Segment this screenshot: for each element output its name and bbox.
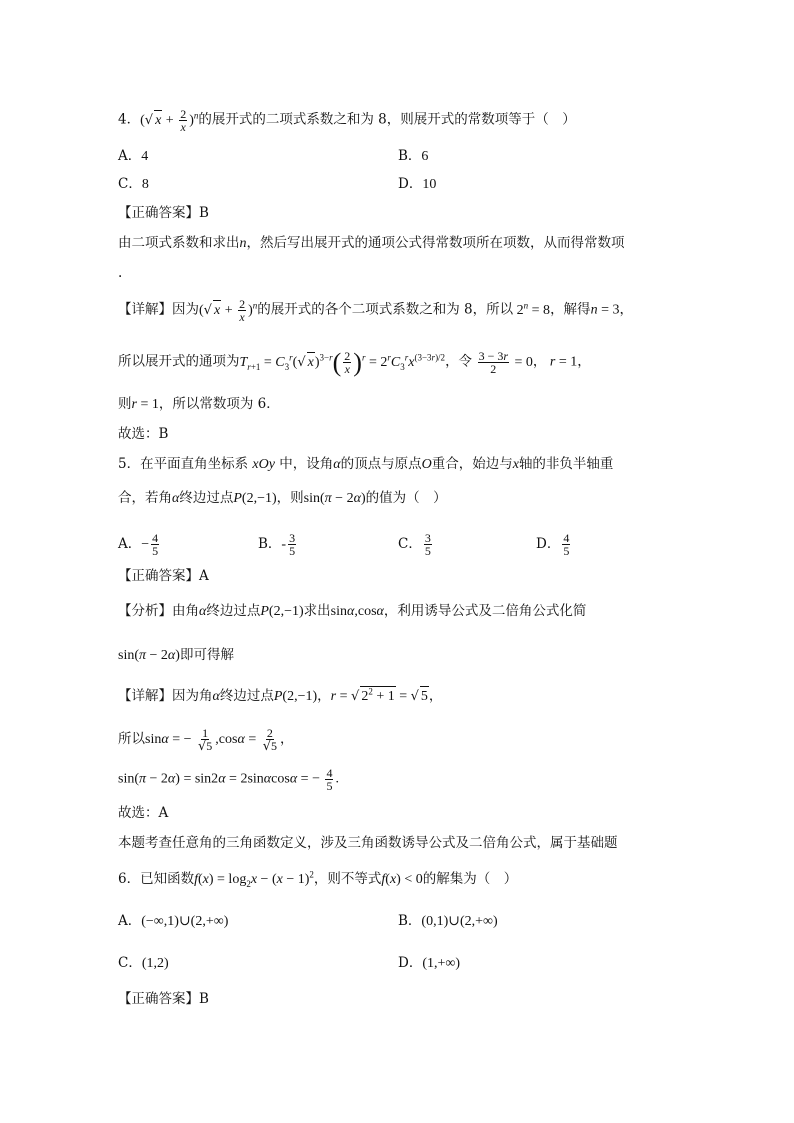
q5-stem-line1: 5．在平面直角坐标系 xOy 中，设角α的顶点与原点O重合，始边与x轴的非负半轴重 <box>118 456 614 472</box>
q6-answer: 【正确答案】B <box>118 991 209 1007</box>
q5-summary: 本题考查任意角的三角函数定义，涉及三角函数诱导公式及二倍角公式，属于基础题 <box>118 835 618 851</box>
q6-option-b: B．(0,1)∪(2,+∞) <box>398 913 498 929</box>
q4-analysis: 由二项式系数和求出n，然后写出展开式的通项公式得常数项所在项数，从而得常数项 <box>118 235 625 251</box>
q5-choose: 故选：A <box>118 805 169 821</box>
q4-analysis-end: . <box>118 265 123 281</box>
q5-option-a: A．− $\frac{4}{5}$ <box>118 531 159 558</box>
q6-option-d: D．(1,+∞) <box>398 955 461 971</box>
q4-option-a: A．4 <box>118 148 149 164</box>
q5-analysis: 【分析】由角α终边过点P(2,−1)求出sinα,cosα，利用诱导公式及二倍角公式化简 <box>118 603 587 619</box>
q5-result: sin(π − 2α) = sin2α = 2sinαcosα = − $\frac{4}{5}$ . <box>118 766 339 793</box>
q6-stem: 6．已知函数$f(x) = \log_2x - (x - 1)^2$，则不等式f(x) < 0的解集为（ ） <box>118 869 518 889</box>
q4-general-term: 所以展开式的通项为$T_{r+1} = C_3^r(√$ x)$^{3-r}$( $\frac{2}{x}$ )$^r = 2^rC_3^rx^{(3-3r)/2}$，令 $\frac{3 - 3r}{2}$ = 0， r = 1， <box>118 347 591 377</box>
q4-choose: 故选：B <box>118 426 169 442</box>
q4-then: 则r = 1，所以常数项为 6． <box>118 396 280 412</box>
q4-detail: 【详解】因为(√ x + $\frac{2}{x}$ )$^n$的展开式的各个二项式系数之和为 8，所以 $2^n = 8$，解得n = 3， <box>118 297 633 324</box>
q5-trig-values: 所以sinα = − $\frac{1}{√5}$ ,cosα = $\frac{2}{√5}$ ， <box>118 726 294 754</box>
q4-expression: (√ x + $\frac{2}{x}$ )$^n$ <box>140 107 199 134</box>
q5-stem-line2: 合，若角α终边过点P(2,−1)，则sin(π − 2α)的值为（ ） <box>118 490 447 506</box>
q5-option-c: C． $\frac{3}{5}$ <box>398 531 431 558</box>
q4-option-b: B．6 <box>398 148 429 164</box>
q5-option-d: D． $\frac{4}{5}$ <box>536 531 570 558</box>
q4-answer: 【正确答案】B <box>118 205 209 221</box>
q5-detail: 【详解】因为角α终边过点P(2,−1)，r = √ $2^2 + 1$ = √ 5， <box>118 686 442 707</box>
q6-option-a: A．(−∞,1)∪(2,+∞) <box>118 913 229 929</box>
q6-option-c: C．(1,2) <box>118 955 169 971</box>
q4-option-c: C．8 <box>118 176 149 192</box>
q4-stem: 4．(√ x + $\frac{2}{x}$ )$^n$的展开式的二项式系数之和为 8，则展开式的常数项等于（ ） <box>118 107 576 134</box>
q5-option-b: B．- $\frac{3}{5}$ <box>258 531 296 558</box>
q5-answer: 【正确答案】A <box>118 568 209 584</box>
q5-analysis-cont: sin(π − 2α)即可得解 <box>118 647 234 663</box>
q4-option-d: D．10 <box>398 176 437 192</box>
